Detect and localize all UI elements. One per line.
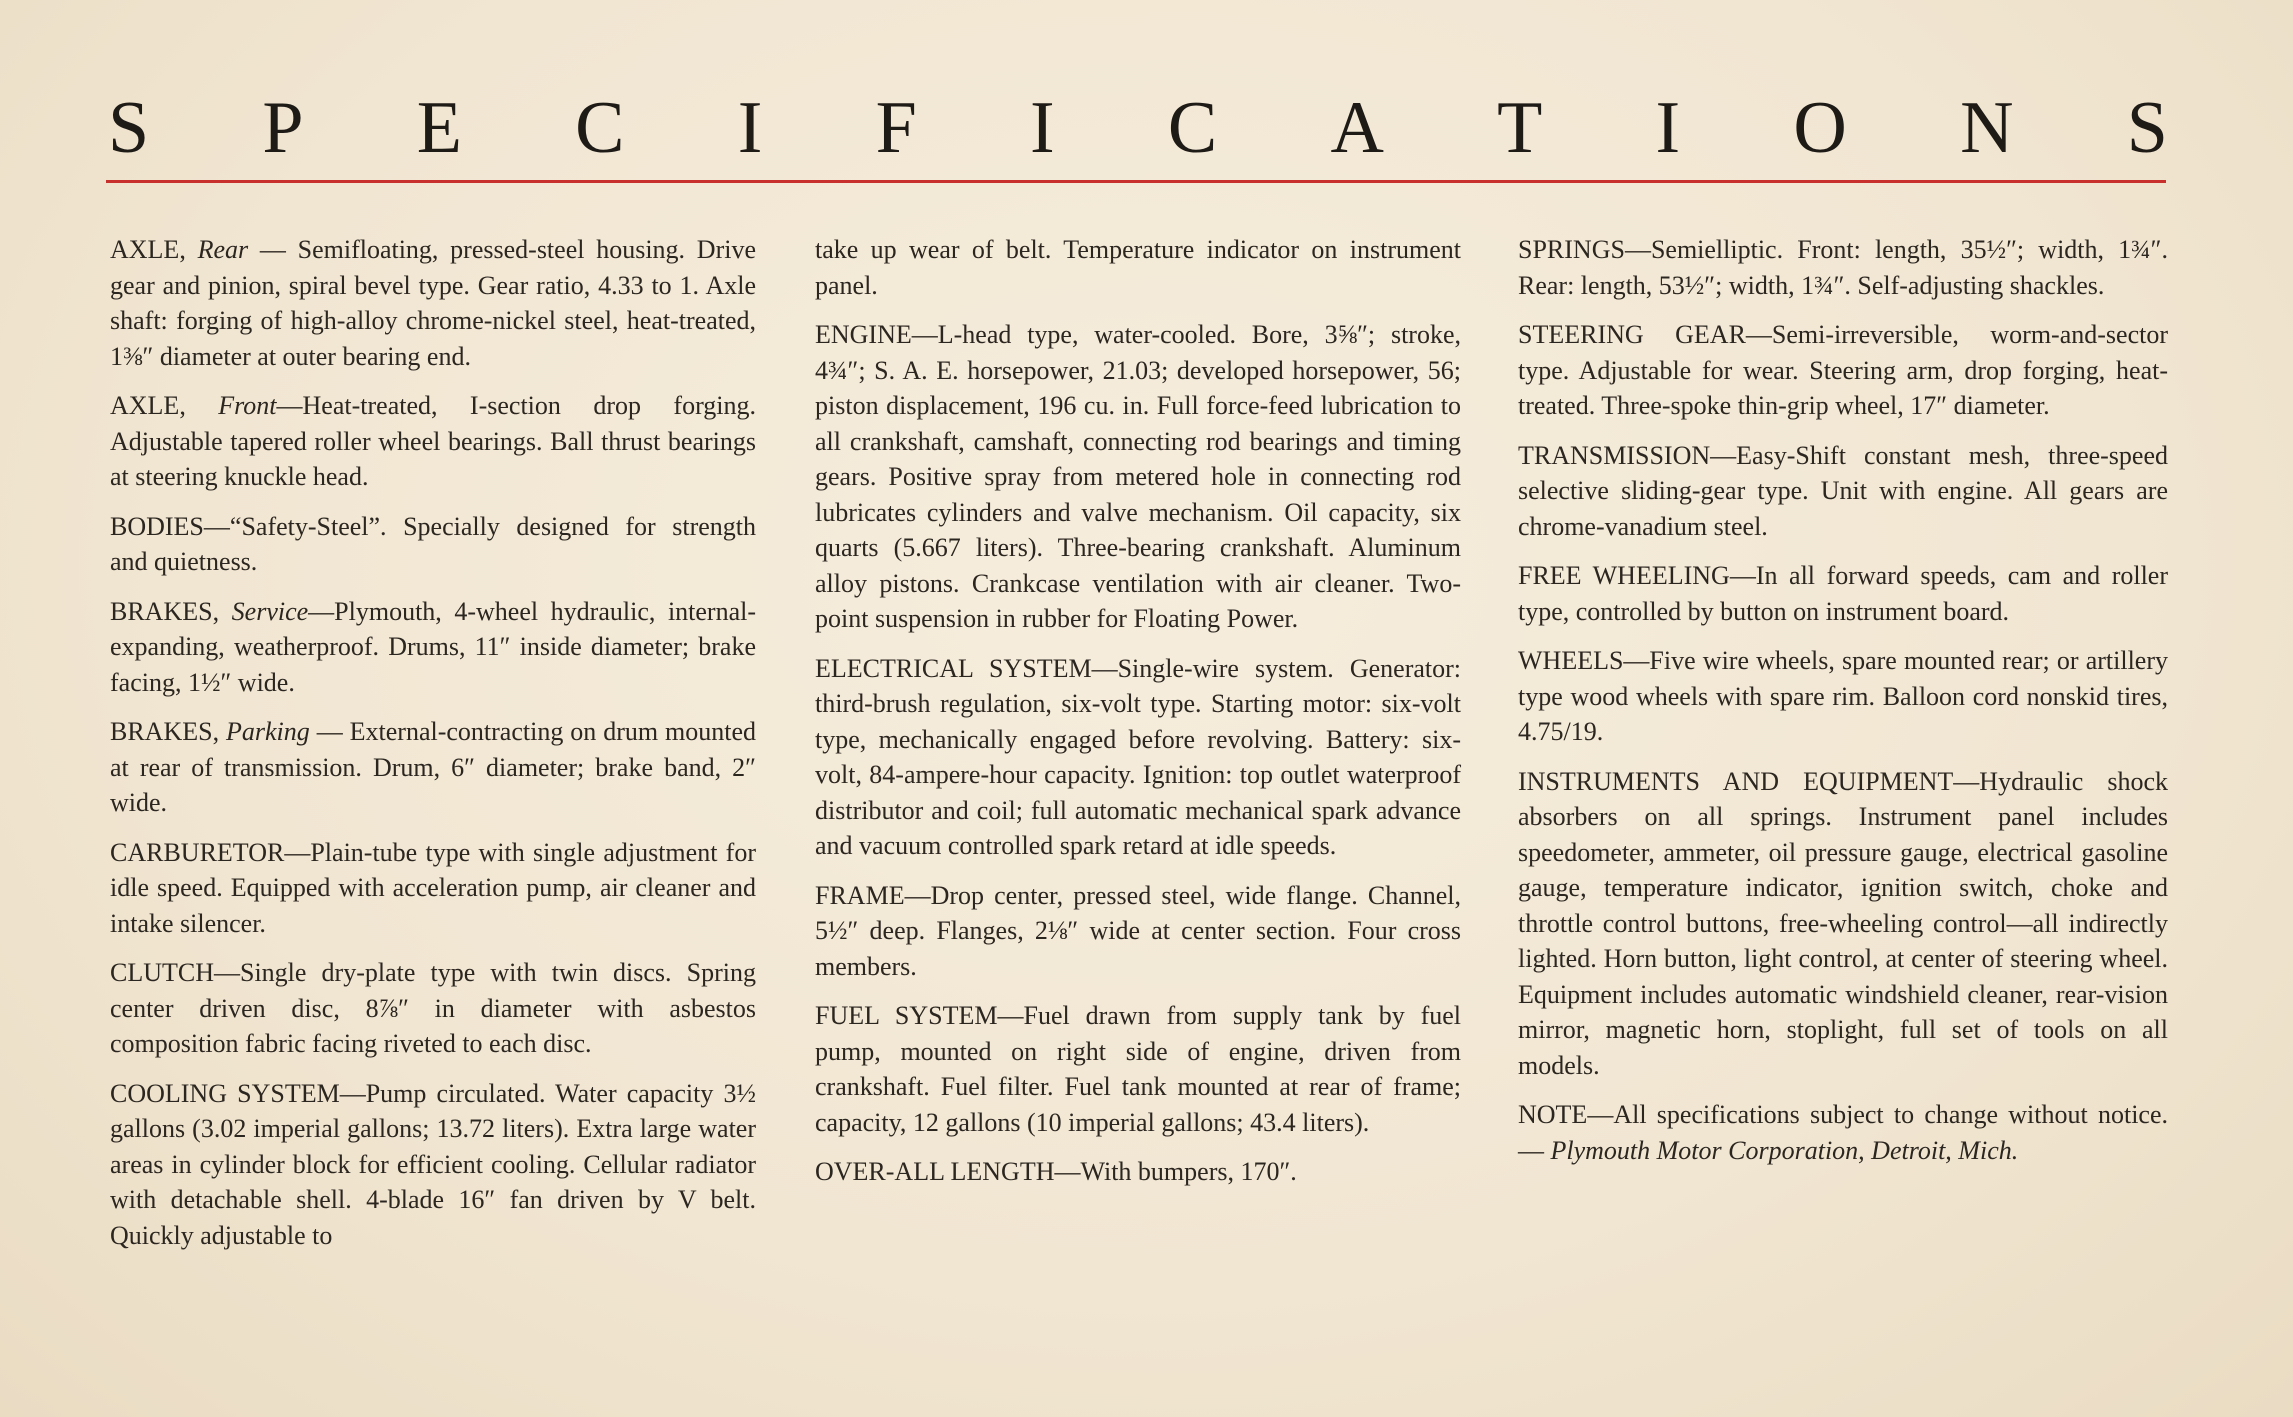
spec-text: —Five wire wheels, spare mounted rear; or artillery type wood wheels with spare rim. Balloon cord nonskid tires, 4.75/19.	[1518, 646, 2168, 746]
title-letter: T	[1497, 86, 1543, 169]
spec-text: —Easy-Shift constant mesh, three-speed selective sliding-gear type. Unit with engine. All gears are chrome-vanadium steel.	[1518, 440, 2168, 541]
spec-heading: CLUTCH	[110, 958, 214, 987]
spec-text: —Drop center, pressed steel, wide flange. Channel, 5½″ deep. Flanges, 2⅛″ wide at center section. Four cross members.	[815, 880, 1461, 981]
spec-paragraph	[1518, 764, 2168, 1084]
spec-heading: SPRINGS	[1518, 235, 1625, 264]
spec-text: —Fuel drawn from supply tank by fuel pump, mounted on right side of engine, driven from crankshaft. Fuel filter. Fuel tank mounted at rear of frame; capacity, 12 gallons (10 imperial gallons; 43.4 liters).	[815, 1001, 1462, 1137]
spec-text: —Single-wire system. Generator: third-brush regulation, six-volt type. Starting motor: six-volt type, mechanically engaged before revolving. Battery: six-volt, 84-ampere-hour capacity. Ignition: top outlet waterproof distributor and coil; full automatic mechanical spark advance and vacuum controlled spark retard at idle speeds.	[815, 653, 1461, 860]
spec-subheading: Rear	[197, 235, 249, 264]
spec-heading: FUEL SYSTEM	[815, 1001, 998, 1030]
title-letter: C	[575, 86, 625, 169]
spec-heading: OVER-ALL LENGTH	[815, 1157, 1055, 1186]
title-letter: O	[1793, 86, 1847, 169]
spec-paragraph	[815, 651, 1461, 864]
spec-heading: BODIES	[110, 511, 204, 541]
spec-text: —Hydraulic shock absorbers on all springs. Instrument panel includes speedometer, ammeter, oil pressure gauge, electrical gasoline gauge, temperature indicator, ignition switch, choke and throttle control buttons, free-wheeling control—all indirectly lighted. Horn button, light control, at center of steering wheel. Equipment includes automatic windshield cleaner, rear-vision mirror, magnetic horn, stoplight, full set of tools on all models.	[1518, 766, 2169, 1080]
spec-paragraph	[1518, 232, 2168, 303]
spec-paragraph	[110, 835, 756, 942]
spec-text: —Single dry-plate type with twin discs. Spring center driven disc, 8⅞″ in diameter with asbestos composition fabric facing riveted to each disc.	[110, 958, 756, 1058]
spec-heading: FRAME	[815, 880, 905, 910]
spec-paragraph	[110, 594, 756, 701]
spec-paragraph	[110, 232, 756, 374]
title-letter: I	[737, 86, 763, 169]
spec-text: —Semielliptic. Front: length, 35½″; width, 1¾″. Rear: length, 53½″; width, 1¾″. Self-adjusting shackles.	[1518, 235, 2168, 300]
spec-paragraph	[110, 955, 756, 1062]
spec-heading: AXLE,	[110, 235, 198, 264]
signature-text: Plymouth Motor Corporation, Detroit, Mich.	[1550, 1135, 2019, 1165]
spec-heading: NOTE	[1518, 1100, 1588, 1129]
title-letter: I	[1030, 86, 1055, 169]
title-letter: N	[1960, 86, 2014, 169]
spec-paragraph	[1518, 558, 2168, 629]
spec-paragraph	[815, 1154, 1461, 1190]
spec-heading: CARBURETOR	[110, 837, 285, 867]
title-letter: A	[1330, 86, 1384, 169]
spec-subheading: Front	[218, 391, 277, 420]
spec-heading: ELECTRICAL SYSTEM	[815, 653, 1092, 683]
spec-paragraph	[1518, 1097, 2168, 1168]
spec-paragraph	[1518, 438, 2168, 545]
spec-paragraph	[1518, 317, 2168, 424]
spec-paragraph	[1518, 643, 2168, 750]
title-letter: P	[262, 86, 304, 169]
spec-column-2	[815, 232, 1461, 1204]
spec-text: —Pump circulated. Water capacity 3½ gallons (3.02 imperial gallons; 13.72 liters). Extra large water areas in cylinder block for efficient cooling. Cellular radiator with detachable shell. 4-blade 16″ fan driven by V belt. Quickly adjustable to	[110, 1078, 756, 1250]
spec-text: — Semifloating, pressed-steel housing. Drive gear and pinion, spiral bevel type. Gear ratio, 4.33 to 1. Axle shaft: forging of high-alloy chrome-nickel steel, heat-treated, 1⅜″ diameter at outer bearing end.	[110, 235, 756, 371]
spec-text: —Plain-tube type with single adjustment for idle speed. Equipped with acceleration pump, air cleaner and intake silencer.	[110, 837, 756, 938]
spec-text: —All specifications subject to change without notice. —	[1518, 1100, 2168, 1165]
spec-text: take up wear of belt. Temperature indicator on instrument panel.	[815, 235, 1461, 300]
spec-paragraph	[110, 1076, 756, 1254]
spec-column-3	[1518, 232, 2168, 1182]
title-rule	[106, 180, 2166, 183]
spec-paragraph	[815, 878, 1461, 985]
spec-text: —L-head type, water-cooled. Bore, 3⅝″; stroke, 4¾″; S. A. E. horsepower, 21.03; developed horsepower, 56; piston displacement, 196 cu. in. Full force-feed lubrication to all crankshaft, camshaft, connecting rod bearings and timing gears. Positive spray from metered hole in connecting rod lubricates cylinders and valve mechanism. Oil capacity, six quarts (5.667 liters). Three-bearing crankshaft. Aluminum alloy pistons. Crankcase ventilation with air cleaner. Two-point suspension in rubber for Floating Power.	[815, 320, 1461, 633]
spec-text: —In all forward speeds, cam and roller type, controlled by button on instrument board.	[1518, 561, 2168, 626]
spec-column-1	[110, 232, 756, 1267]
spec-heading: BRAKES,	[110, 596, 232, 626]
spec-text: —Semi-irreversible, worm-and-sector type. Adjustable for wear. Steering arm, drop forging, heat-treated. Three-spoke thin-grip wheel, 17″ diameter.	[1518, 320, 2168, 420]
title-letter: E	[416, 86, 462, 169]
spec-heading: FREE WHEELING	[1518, 561, 1730, 590]
spec-heading: ENGINE	[815, 320, 912, 349]
spec-heading: COOLING SYSTEM	[110, 1078, 340, 1108]
page-title	[108, 88, 2168, 168]
spec-paragraph	[110, 388, 756, 495]
title-letter: C	[1167, 86, 1218, 169]
spec-heading: INSTRUMENTS AND EQUIPMENT	[1518, 766, 1954, 796]
spec-heading: AXLE,	[110, 391, 219, 420]
spec-paragraph	[110, 714, 756, 821]
spec-paragraph	[815, 232, 1461, 303]
spec-subheading: Parking	[226, 717, 310, 746]
spec-heading: WHEELS	[1518, 646, 1624, 675]
spec-text: — External-contracting on drum mounted at rear of transmission. Drum, 6″ diameter; brake band, 2″ wide.	[110, 717, 756, 817]
spec-subheading: Service	[231, 596, 309, 626]
spec-heading: BRAKES,	[110, 717, 227, 746]
title-letter: S	[2126, 86, 2168, 169]
spec-text: —Heat-treated, I-section drop forging. Adjustable tapered roller wheel bearings. Ball thrust bearings at steering knuckle head.	[110, 391, 756, 491]
spec-text: —“Safety-Steel”. Specially designed for strength and quietness.	[110, 511, 756, 576]
spec-heading: STEERING GEAR	[1518, 320, 1746, 349]
title-letter: F	[875, 86, 917, 169]
spec-text: —With bumpers, 170″.	[1054, 1157, 1297, 1186]
title-letter: S	[108, 86, 150, 169]
spec-paragraph	[815, 317, 1461, 637]
spec-heading: TRANSMISSION	[1518, 440, 1711, 470]
spec-paragraph	[815, 998, 1461, 1140]
title-letter: I	[1655, 86, 1681, 169]
spec-text: —Plymouth, 4-wheel hydraulic, internal-expanding, weatherproof. Drums, 11″ inside diameter; brake facing, 1½″ wide.	[110, 596, 757, 697]
spec-paragraph	[110, 509, 756, 580]
